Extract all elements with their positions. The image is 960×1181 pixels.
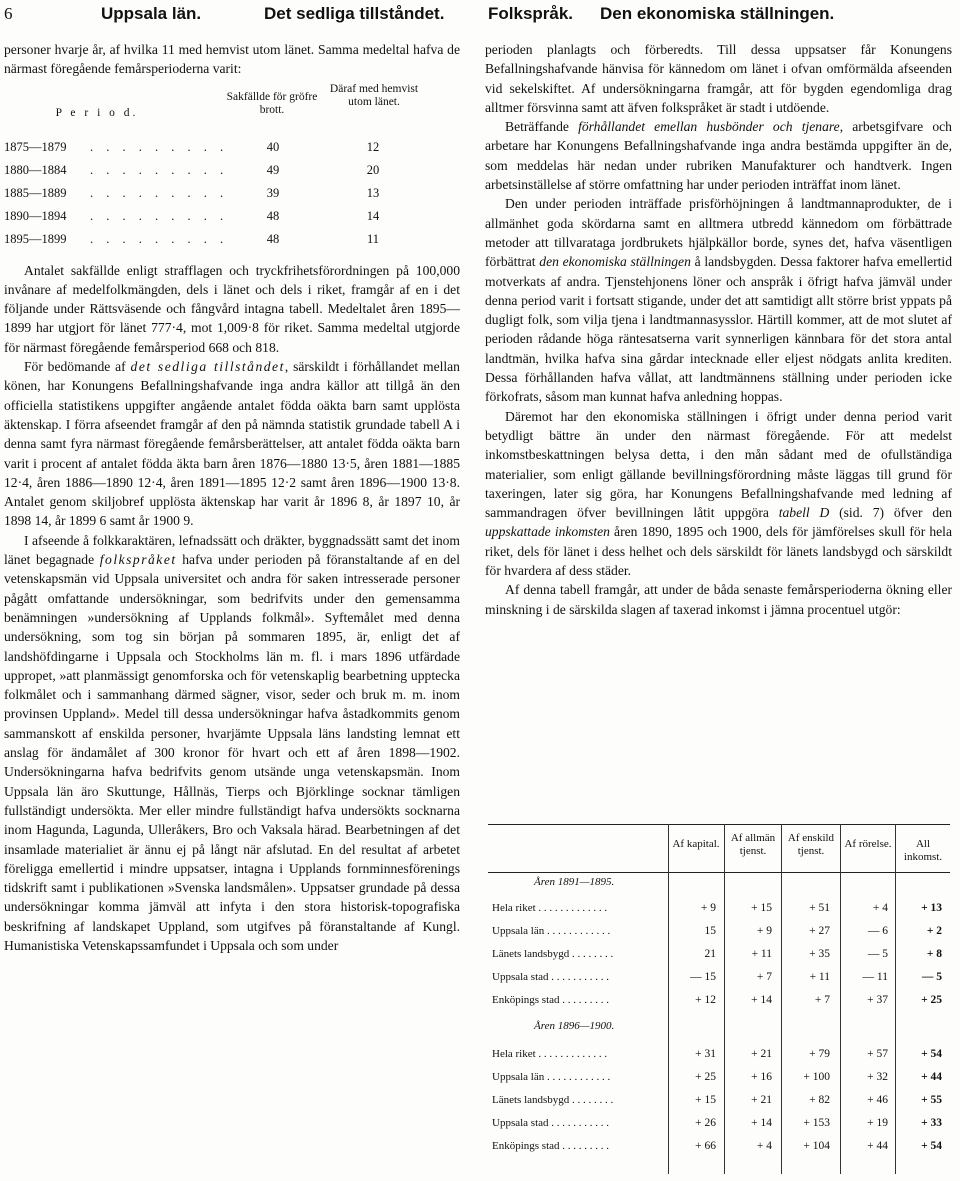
cell-business: — 11 [862, 971, 888, 983]
cell-private: + 82 [809, 1094, 830, 1106]
cell-public: + 21 [751, 1094, 772, 1106]
emphasis-folk-language: folkspråket [99, 552, 177, 568]
table-row [4, 229, 460, 249]
outside-cell: 12 [366, 139, 380, 154]
row-label: Hela riket . . . . . . . . . . . . . [492, 902, 608, 914]
table-row [488, 990, 950, 1010]
header-business: Af rörelse. [844, 838, 892, 850]
cell-public: + 16 [751, 1071, 772, 1083]
cell-business: + 46 [867, 1094, 888, 1106]
cell-public: + 14 [751, 994, 772, 1006]
row-label: Uppsala län . . . . . . . . . . . . [492, 1071, 611, 1083]
page-number: 6 [4, 4, 13, 23]
row-label: Enköpings stad . . . . . . . . . [492, 1140, 610, 1152]
outside-cell: 20 [366, 162, 380, 177]
cell-capital: — 15 [690, 971, 716, 983]
cell-business: + 57 [867, 1048, 888, 1060]
cell-all: + 2 [926, 925, 942, 937]
cell-all: + 54 [921, 1140, 942, 1152]
text-span: (sid. 7) öfver den [829, 505, 952, 521]
period-cell: 1890—1894 [4, 208, 67, 223]
cell-private: + 79 [809, 1048, 830, 1060]
table-header-rule [488, 872, 950, 873]
cell-private: + 27 [809, 925, 830, 937]
cell-business: + 19 [867, 1117, 888, 1129]
period-cell: 1875—1879 [4, 139, 67, 154]
leader-dots: . . . . . . . . . [90, 185, 229, 200]
continuation-paragraph: perioden planlagts och förberedts. Till dessa uppsatser får Konungens Befallningshafvande hänvisa för kännedom om länet i ofvan omförmälda afseenden vid sekelskiftet. Af undersökningarna framgår, att för bygden egendomliga drag alltmer försvinna samt att äfven folkspråket är stadt i utdöende. [485, 42, 952, 115]
emphasis-table-d: tabell D [778, 505, 830, 521]
cell-public: + 21 [751, 1048, 772, 1060]
outside-cell: 11 [366, 231, 380, 246]
cell-public: + 15 [751, 902, 772, 914]
outside-header: Däraf med hemvist utom länet. [329, 82, 419, 108]
table-row [488, 1044, 950, 1064]
cell-business: — 6 [867, 925, 888, 937]
emphasis-labor: förhållandet emellan husbönder och tjenare [578, 119, 840, 135]
table-row [488, 944, 950, 964]
cases-cell: 40 [266, 139, 280, 154]
emphasis-economy: den ekonomiska ställningen [539, 254, 691, 270]
cell-private: + 100 [803, 1071, 830, 1083]
section-title-1896-1900: Åren 1896—1900. [534, 1020, 615, 1032]
outside-cell: 14 [366, 208, 380, 223]
period-table [4, 81, 460, 253]
text-span: För bedömande af [24, 359, 131, 375]
cell-public: + 9 [756, 925, 772, 937]
income-change-table [488, 824, 950, 1174]
table-row [488, 1113, 950, 1133]
cell-business: + 4 [872, 902, 888, 914]
text-span: Beträffande [505, 119, 579, 135]
outside-cell: 13 [366, 185, 380, 200]
right-column [485, 40, 952, 619]
table-row [4, 183, 460, 203]
crime-paragraph: Antalet sakfällde enligt strafflagen och tryckfrihetsförordningen på 100,000 invånare af medelfolkmängden, dels i länet och dels i riket, framgår af en i det följande under Rättsväsende och fångvård intagna tabell. Medeltalet åren 1895—1899 har utgjort för länet 777·4, mot 1,009·8 för riket. Samma medeltal utgjorde för närmast föregående femårsperiod 668 och 818. [4, 262, 460, 355]
text-span: , särskildt i förhållandet mellan könen, har Konungens Befallningshafvande inga andra källor att tillgå än den officiella statistikens uppgifter angående antalet födda oäkta barn samt upplösta äktenskap. I förra afseendet framgår af den på nämnda statistik grundade tabell A i denna samt fyra närmast föregående femårsberättelser, att antalet födda oäkta barn varit i procent af antalet födda äkta barn åren 1876—1880 13·5, åren 1881—1885 12·4, åren 1886—1890 12·4, åren 1891—1895 12·2 samt åren 1896—1900 13·8. Antalet genom skiljobref upplösta äktenskap har varit år 1896 8, år 1897 10, år 1898 14, år 1899 6 samt år 1900 9. [4, 359, 460, 529]
header-section-moral: Det sedliga tillståndet. [264, 4, 445, 23]
table-row [488, 1067, 950, 1087]
cell-all: + 13 [921, 902, 942, 914]
text-span: åren 1890, 1895 och 1900, dels för jämförelses skull för hela riket, dels för länet i dess helhet och dels särskildt för länets landsbygd och särskildt för hvardera af dess städer. [485, 524, 952, 579]
header-private-service: Af enskild tjenst. [787, 832, 835, 857]
cell-all: + 33 [921, 1117, 942, 1129]
cell-business: + 32 [867, 1071, 888, 1083]
folk-language-paragraph [4, 531, 460, 956]
text-span: å landsbygden. Dessa faktorer hafva emellertid motverkats af andra. Tjenstehjonens löner och anspråk i öfrigt hafva jämväl under denna period varit i fortsatt stigande, under det att samtidigt allt större brist yppats på dugligt folk, som vilja tjena i landtmannasysslor. Härtill kommer, att de mot slutet af perioden rådande höga räntesatserna varit synnerligen kännbara för det stora antal landtmän, hvilka hafva sina gårdar intecknade eller eljest nödgats anlita krediten. Dessa förhållanden hafva vållat, att landtmännens ställning under perioden icke förkofrats, såsom man kunnat hafva anledning hoppas. [485, 254, 952, 405]
cell-public: + 7 [756, 971, 772, 983]
period-cell: 1885—1889 [4, 185, 67, 200]
row-label: Länets landsbygd . . . . . . . . [492, 1094, 614, 1106]
cell-all: + 25 [921, 994, 942, 1006]
section-title-1891-1895: Åren 1891—1895. [534, 876, 615, 888]
cell-capital: + 15 [695, 1094, 716, 1106]
table-row [488, 1136, 950, 1156]
table-intro-paragraph: Af denna tabell framgår, att under de båda senaste femårsperioderna ökning eller minskning i de särskilda slagen af taxerad inkomst i jämna procentuel utgör: [485, 582, 952, 617]
header-section-county: Uppsala län. [101, 4, 202, 23]
cell-capital: + 9 [700, 902, 716, 914]
table-row [488, 898, 950, 918]
cell-all: + 55 [921, 1094, 942, 1106]
text-span: Den under perioden inträffade prisförhöjningen å landtmannaprodukter, de i allmänhet goda skördarna samt en alltmera utbredd kännedom om förbättrade metoder att tillvarataga jordbrukets hjälpkällor borde, synes det, hafva väsentligen förbättrat [485, 196, 952, 270]
left-column [4, 40, 460, 955]
cell-capital: + 66 [695, 1140, 716, 1152]
cases-header: Sakfällde för gröfre brott. [226, 90, 318, 116]
header-section-language: Folkspråk. [488, 4, 574, 23]
cell-capital: + 25 [695, 1071, 716, 1083]
cell-business: — 5 [867, 948, 888, 960]
cell-private: + 153 [803, 1117, 830, 1129]
cell-capital: 15 [704, 925, 716, 937]
period-cell: 1895—1899 [4, 231, 67, 246]
header-all-income: All inkomst. [903, 838, 943, 863]
cases-cell: 48 [266, 231, 280, 246]
cell-private: + 51 [809, 902, 830, 914]
income-paragraph [485, 407, 952, 581]
cell-all: + 8 [926, 948, 942, 960]
cell-public: + 14 [751, 1117, 772, 1129]
row-label: Uppsala län . . . . . . . . . . . . [492, 925, 611, 937]
table-row [488, 1090, 950, 1110]
cases-cell: 49 [266, 162, 280, 177]
text-span: , arbetsgifvare och arbetare har Konungens Befallningshafvande inga andra bestämda uppgifter än de, som meddelas här nedan under rubriken Manufakturer och handtverk. Ingen arbetsinställelse af större omfattning har under perioden inträffat inom länet. [485, 119, 952, 193]
cell-all: — 5 [921, 971, 942, 983]
table-top-rule [488, 824, 950, 825]
running-header [0, 4, 960, 30]
table-row [4, 160, 460, 180]
cases-cell: 48 [266, 208, 280, 223]
row-label: Uppsala stad . . . . . . . . . . . [492, 971, 610, 983]
cell-private: + 7 [814, 994, 830, 1006]
moral-paragraph [4, 357, 460, 531]
row-label: Uppsala stad . . . . . . . . . . . [492, 1117, 610, 1129]
cell-business: + 37 [867, 994, 888, 1006]
table-row [4, 206, 460, 226]
cell-private: + 11 [809, 971, 830, 983]
cell-capital: 21 [704, 948, 716, 960]
header-public-service: Af allmän tjenst. [730, 832, 776, 857]
emphasis-moral: det sedliga tillståndet [130, 359, 285, 375]
leader-dots: . . . . . . . . . [90, 139, 229, 154]
leader-dots: . . . . . . . . . [90, 208, 229, 223]
intro-paragraph: personer hvarje år, af hvilka 11 med hemvist utom länet. Samma medeltal hafva de närmast föregående femårsperioderna varit: [4, 42, 460, 77]
cell-all: + 54 [921, 1048, 942, 1060]
cell-all: + 44 [921, 1071, 942, 1083]
labor-paragraph [485, 117, 952, 194]
cases-cell: 39 [266, 185, 280, 200]
row-label: Hela riket . . . . . . . . . . . . . [492, 1048, 608, 1060]
period-cell: 1880—1884 [4, 162, 67, 177]
cell-private: + 35 [809, 948, 830, 960]
text-span: Däremot har den ekonomiska ställningen i öfrigt under denna period varit betydligt bättre än under den närmast föregående. För att medelst inkomstbeskattningen belysa detta, i den mån sådant med de ofullständiga materialier, som enligt gällande bevillningsförordning måste läggas till grund för taxeringen, later sig göra, har Konungens Befallningshafvande med ledning af sammandragen öfver bevillningen låtit uppgöra [485, 408, 952, 521]
emphasis-income: uppskattade inkomsten [485, 524, 610, 540]
cell-capital: + 26 [695, 1117, 716, 1129]
cell-private: + 104 [803, 1140, 830, 1152]
row-label: Länets landsbygd . . . . . . . . [492, 948, 614, 960]
period-header: P e r i o d. [55, 106, 139, 119]
cell-business: + 44 [867, 1140, 888, 1152]
leader-dots: . . . . . . . . . [90, 231, 229, 246]
cell-capital: + 31 [695, 1048, 716, 1060]
table-row [4, 137, 460, 157]
table-row [488, 921, 950, 941]
text-span: hafva under perioden på föranstaltande af en del vetenskapsmän vid Uppsala universitet och andra för saken intresserade personer pågått omfattande undersökningar, som bedrifvits under den gemensamma benämningen »undersökning af Upplands folkmål». Syftemålet med denna undersökning, som tog sin början på sommaren 1895, är, enligt det af landshöfdingarne i Uppsala och Stockholms län m. fl. i mars 1896 utfärdade uppropet, »att planmässigt genomforska och för vetenskaplig bearbetning upptecka folkmålet och i sammanhang därmed sägner, visor, seder och bruk m. m. inom provinsen Uppland». Medel till dessa undersökningar hafva åstadkommits genom sammanskott af enskilda personer, hvarjämte Uppsala läns landsting lemnat ett anslag för ändamålet af 300 kronor för hvart och ett af åren 1898—1902. Undersökningarna hafva bedrifvits genom utsände unga vetenskapsmän. Inom Uppsala län äro Skuttunge, Hållnäs, Tierps och Björklinge socknar tämligen fullständigt undersökta. Mer eller mindre fullständigt hafva undersökts socknarna inom Hagunda, Lagunda, Ulleråkers, Bro och Vaksala härad. Bearbetningen af det insamlade materialiet är ännu ej på långt när afslutad. En del resultat af arbetet föreligga emellertid i mindre uppsatser, intagna i Upplands fornminnesförenings tidskrift samt i publikationen »Svenska landsmålen». Uppsatser grundade på dessa undersökningar komma jämväl att infyta i den stora historisk-topografiska beskrifning af landskapet Uppland, som utgifves på föranstaltande af Kungl. Humanistiska Vetenskapssamfundet i Uppsala och som under [4, 552, 460, 953]
row-label: Enköpings stad . . . . . . . . . [492, 994, 610, 1006]
cell-public: + 11 [751, 948, 772, 960]
header-capital: Af kapital. [672, 838, 720, 850]
cell-public: + 4 [756, 1140, 772, 1152]
cell-capital: + 12 [695, 994, 716, 1006]
table-row [488, 967, 950, 987]
text-span: I afseende å folkkaraktären, lefnadssätt och dräkter, byggnadssätt samt det inom länet begagnade [4, 532, 460, 568]
header-section-economy: Den ekonomiska ställningen. [600, 4, 835, 23]
leader-dots: . . . . . . . . . [90, 162, 229, 177]
economy-paragraph [485, 194, 952, 406]
